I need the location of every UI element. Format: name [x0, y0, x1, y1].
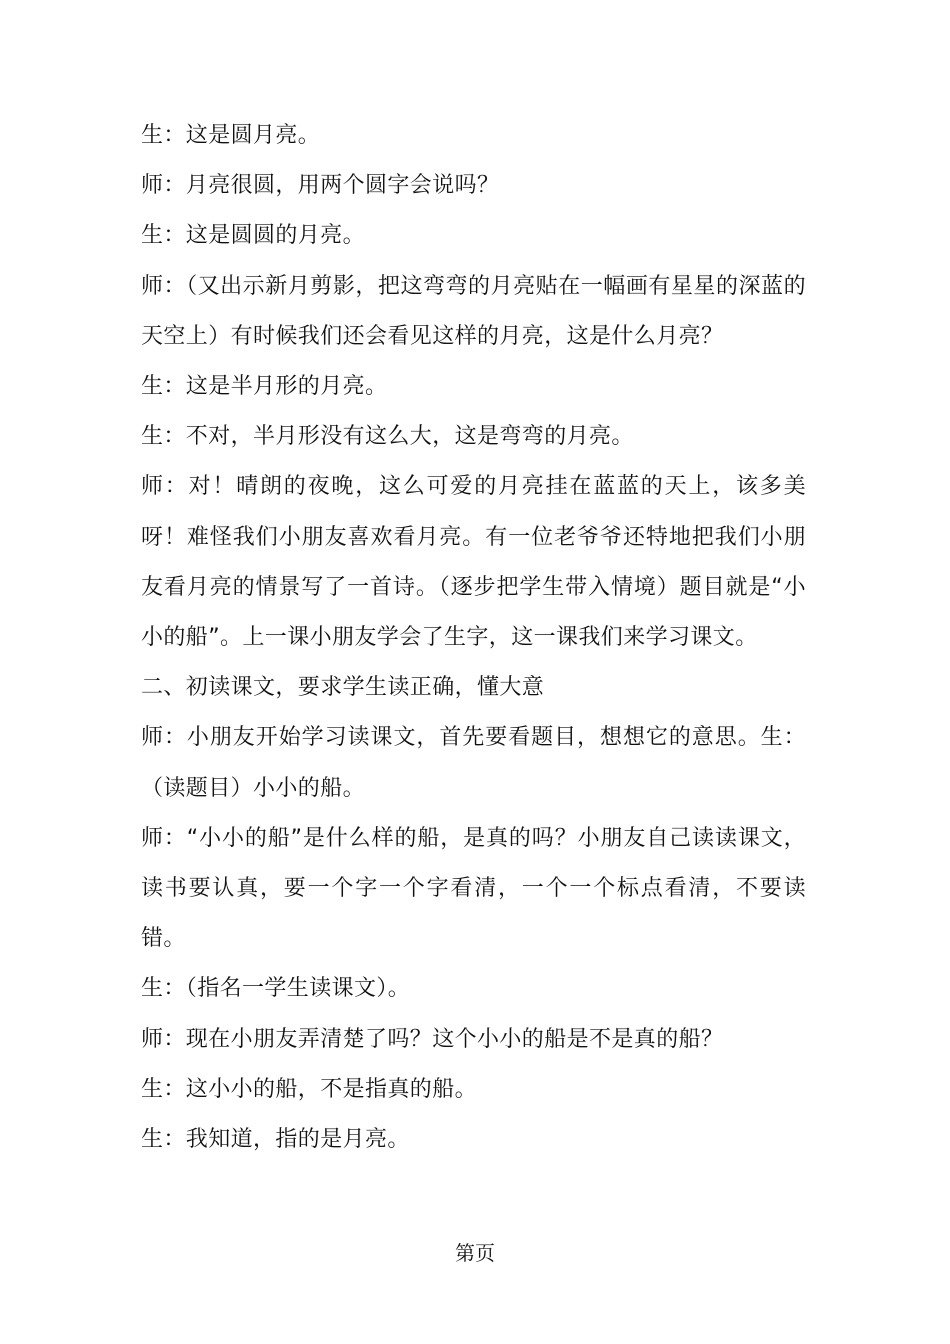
page-number-label: 第页 — [455, 1241, 495, 1265]
paragraph-student-half-moon: 生：这是半月形的月亮。 — [141, 374, 388, 400]
page-footer — [0, 1238, 950, 1268]
paragraph-teacher-poem-intro: 师：对！晴朗的夜晚，这么可爱的月亮挂在蓝蓝的天上，该多美呀！难怪我们小朋友喜欢看月亮。有一位老爷爷还特地把我们小朋友看月亮的情景写了一首诗。（逐步把学生带入情境）题目就是“小小的船”。上一课小朋友学会了生字，这一课我们来学习课文。 — [141, 474, 806, 651]
section-heading-first-reading: 二、初读课文，要求学生读正确，懂大意 — [141, 675, 545, 701]
paragraph-student-means-moon: 生：我知道，指的是月亮。 — [141, 1127, 410, 1153]
paragraph-teacher-read-carefully: 师：“小小的船”是什么样的船，是真的吗？小朋友自己读读课文，读书要认真，要一个字一个字看清，一个一个标点看清，不要读错。 — [141, 825, 806, 952]
paragraph-student-reads: 生：（指名一学生读课文）。 — [141, 976, 411, 1002]
paragraph-teacher-read-title: 师：小朋友开始学习读课文，首先要看题目，想想它的意思。生：（读题目）小小的船。 — [141, 725, 806, 801]
paragraph-student-round-round: 生：这是圆圆的月亮。 — [141, 223, 366, 249]
document-body — [141, 111, 806, 1165]
paragraph-teacher-two-round: 师：月亮很圆，用两个圆字会说吗？ — [141, 173, 500, 199]
paragraph-student-not-real-boat: 生：这小小的船，不是指真的船。 — [141, 1076, 478, 1102]
paragraph-student-round-moon: 生：这是圆月亮。 — [141, 123, 321, 148]
paragraph-teacher-question: 师：现在小朋友弄清楚了吗？这个小小的船是不是真的船？ — [141, 1026, 724, 1052]
paragraph-teacher-crescent: 师：（又出示新月剪影，把这弯弯的月亮贴在一幅画有星星的深蓝的天空上）有时候我们还会看见这样的月亮，这是什么月亮？ — [141, 273, 806, 349]
paragraph-student-curved-moon: 生：不对，半月形没有这么大，这是弯弯的月亮。 — [141, 424, 634, 450]
